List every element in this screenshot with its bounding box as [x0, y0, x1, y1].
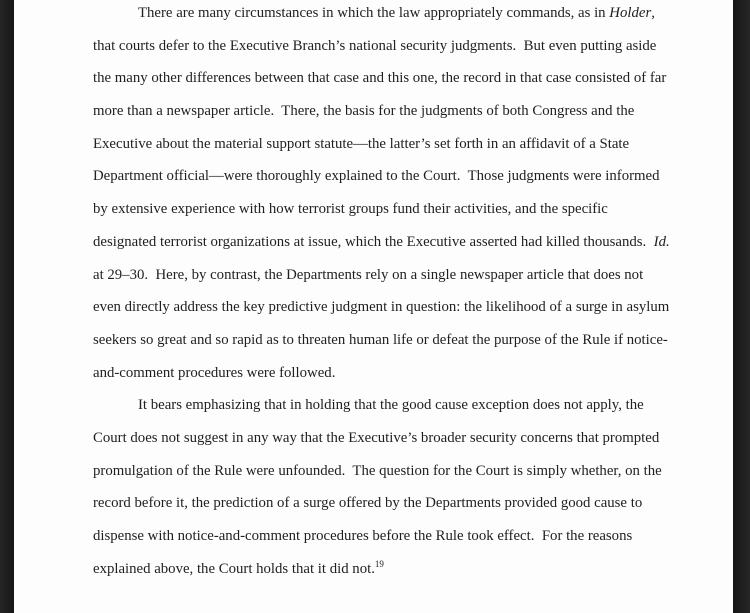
citation-text: Holder: [609, 5, 652, 21]
body-text: by extensive experience with how terrorist groups fund their activities, and the specific: [93, 201, 608, 218]
body-text: ,: [651, 5, 655, 21]
body-text: that courts defer to the Executive Branch’s national security judgments. But even putting aside: [93, 37, 657, 54]
body-text: There are many circumstances in which the law appropriately commands, as in: [138, 5, 610, 21]
body-text: the many other differences between that case and this one, the record in that case consisted of far: [93, 70, 667, 87]
text-line: [93, 291, 723, 324]
text-line: [93, 226, 723, 259]
footnote-marker: 19: [374, 558, 384, 569]
body-text: even directly address the key predictive judgment in question: the likelihood of a surge in asylum: [93, 299, 670, 316]
text-line: [93, 553, 723, 586]
body-text: Executive about the material support statute—the latter’s set forth in an affidavit of a State: [93, 135, 630, 152]
text-line: [93, 389, 723, 422]
text-line: [93, 128, 723, 161]
text-line: [93, 259, 723, 292]
text-line: [93, 95, 723, 128]
body-text: promulgation of the Rule were unfounded. The question for the Court is simply whether, on the: [93, 462, 662, 479]
body-text: seekers so great and so rapid as to threaten human life or defeat the purpose of the Rule if notice-: [93, 331, 668, 348]
text-line: [93, 62, 723, 95]
text-line: [93, 30, 723, 63]
text-line: [93, 422, 723, 455]
body-text: Department official—were thoroughly explained to the Court. Those judgments were informed: [93, 168, 660, 185]
body-text: It bears emphasizing that in holding that the good cause exception does not apply, the: [138, 397, 644, 414]
document-text: [93, 0, 723, 585]
text-line: [93, 357, 723, 390]
document-page: [14, 0, 733, 613]
right-edge-bar: [733, 0, 750, 613]
text-line: [93, 520, 723, 553]
body-text: record before it, the prediction of a surge offered by the Departments provided good cause to: [93, 495, 643, 512]
text-line: [93, 455, 723, 488]
body-text: explained above, the Court holds that it did not.: [93, 560, 375, 577]
citation-text: Id.: [653, 233, 670, 250]
text-line: [93, 160, 723, 193]
text-line: [93, 193, 723, 226]
text-line: [93, 324, 723, 357]
left-edge-bar: [0, 0, 14, 613]
body-text: and-comment procedures were followed.: [93, 364, 336, 381]
text-line: [93, 487, 723, 520]
body-text: designated terrorist organizations at issue, which the Executive asserted had killed thousands.: [93, 233, 654, 250]
body-text: Court does not suggest in any way that the Executive’s broader security concerns that prompted: [93, 429, 660, 446]
body-text: dispense with notice-and-comment procedures before the Rule took effect. For the reasons: [93, 528, 633, 544]
text-line: [93, 0, 723, 30]
body-text: more than a newspaper article. There, the basis for the judgments of both Congress and the: [93, 103, 635, 120]
body-text: at 29–30. Here, by contrast, the Departments rely on a single newspaper article that does not: [93, 266, 644, 283]
